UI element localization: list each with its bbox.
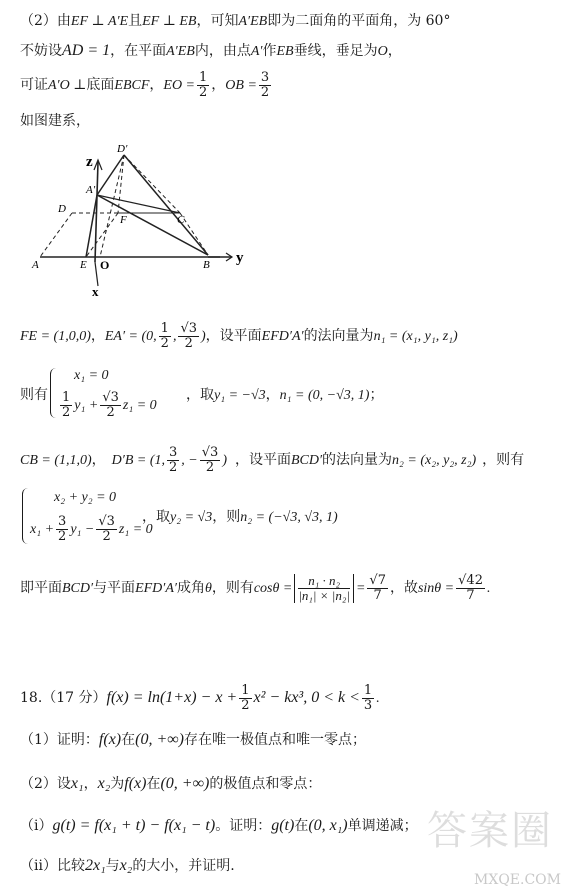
math-fragment: x₁ bbox=[70, 775, 84, 792]
math-fragment: x₂ + y₂ = 0 bbox=[54, 490, 117, 505]
math-fragment: sinθ = bbox=[417, 581, 455, 596]
text-fragment: ， bbox=[387, 43, 402, 59]
text-fragment: ， bbox=[211, 77, 226, 93]
text-fragment: 。证明： bbox=[215, 818, 272, 834]
text-fragment: 即平面 bbox=[20, 580, 62, 596]
numerator: 1 bbox=[199, 69, 208, 85]
text-fragment: 不妨设 bbox=[20, 43, 62, 59]
text-fragment: 可证 bbox=[20, 77, 48, 93]
numerator: 1 bbox=[160, 320, 169, 336]
math-fragment: x² − kx³, 0 < k < bbox=[253, 689, 360, 706]
label-D: D bbox=[58, 203, 66, 215]
math-fragment: EF ⊥ A′E bbox=[70, 14, 129, 29]
numerator: √3 bbox=[102, 389, 119, 405]
text-fragment: （ⅱ）比较 bbox=[20, 858, 85, 874]
text-fragment: 在 bbox=[146, 776, 161, 792]
label-C: C bbox=[177, 214, 185, 226]
denominator: 2 bbox=[169, 459, 178, 475]
fraction bbox=[200, 446, 221, 475]
math-fragment: CB = (1,1,0) bbox=[20, 453, 92, 468]
math-fragment: D′B = (1, bbox=[111, 453, 166, 468]
watermark-logo: 答案圈 bbox=[427, 808, 553, 854]
text-fragment: ， bbox=[90, 328, 105, 344]
denominator: 2 bbox=[260, 84, 270, 100]
denominator: 2 bbox=[199, 84, 208, 100]
x-axis bbox=[95, 262, 98, 286]
denominator: 2 bbox=[160, 335, 169, 351]
text-fragment: ； bbox=[369, 387, 384, 403]
text-fragment: （ⅰ） bbox=[20, 818, 53, 834]
math-fragment: A′ bbox=[250, 44, 263, 59]
q18-part-1 bbox=[20, 730, 561, 750]
fraction bbox=[96, 515, 117, 544]
fraction bbox=[56, 515, 68, 544]
math-fragment: x₂ bbox=[97, 775, 111, 792]
text-fragment: 为 bbox=[110, 776, 125, 792]
math-fragment: f(x) = ln(1+x) − x + bbox=[106, 689, 238, 706]
text-fragment: ，则有 bbox=[211, 580, 254, 596]
text-fragment: ，则 bbox=[212, 509, 241, 525]
denominator: |n₁| × |n₂| bbox=[298, 587, 350, 603]
text-fragment: ，在平面 bbox=[110, 43, 167, 59]
numerator: 1 bbox=[62, 389, 71, 405]
math-fragment: y₁ + bbox=[74, 398, 99, 413]
math-fragment: z₁ = 0 bbox=[122, 398, 157, 413]
fraction bbox=[239, 684, 251, 713]
denominator: 2 bbox=[62, 404, 71, 420]
math-fragment: n₁ = (x₁, y₁, z₁) bbox=[373, 329, 458, 344]
text-fragment: 单调递减； bbox=[347, 818, 418, 834]
text-fragment: 的法向量为 bbox=[322, 452, 393, 468]
math-fragment: y₂ = √3 bbox=[170, 510, 213, 525]
numerator: √3 bbox=[180, 320, 197, 336]
text-line-2 bbox=[20, 42, 561, 61]
math-fragment: EBCF bbox=[114, 78, 150, 93]
fraction bbox=[259, 71, 271, 100]
text-line-1 bbox=[20, 12, 561, 31]
fraction bbox=[197, 71, 209, 100]
system-1-brace bbox=[50, 368, 57, 418]
math-fragment: EO = bbox=[163, 78, 195, 93]
denominator: 2 bbox=[58, 528, 67, 544]
text-fragment: （2）设 bbox=[20, 776, 71, 792]
label-F: F bbox=[120, 214, 127, 226]
text-fragment: ，取 bbox=[186, 387, 214, 403]
math-fragment: = bbox=[355, 581, 366, 596]
math-fragment: (0, +∞) bbox=[160, 775, 210, 792]
math-fragment: BCD′ bbox=[62, 581, 94, 596]
math-fragment: n₂ = (−√3, √3, 1) bbox=[240, 510, 338, 525]
math-fragment: n₁ = (0, −√3, 1) bbox=[279, 388, 370, 403]
text-fragment: 如图建系， bbox=[20, 113, 90, 129]
edge-Dprime-B bbox=[124, 155, 208, 255]
text-fragment: 内，由点 bbox=[194, 43, 251, 59]
text-line-3 bbox=[20, 68, 561, 103]
numerator: n₁ · n₂ bbox=[298, 574, 350, 589]
label-B: B bbox=[203, 259, 210, 271]
math-fragment: EB bbox=[276, 44, 294, 59]
system-1-result bbox=[186, 386, 561, 405]
math-fragment: EFD′A′ bbox=[261, 329, 304, 344]
text-fragment: 垂线，垂足为 bbox=[293, 43, 378, 59]
fraction bbox=[159, 322, 171, 351]
denominator: 7 bbox=[466, 587, 475, 603]
math-fragment: x₂ bbox=[119, 857, 133, 874]
label-O: O bbox=[100, 258, 110, 272]
math-fragment: (0, +∞) bbox=[135, 731, 184, 748]
math-fragment: FE = (1,0,0) bbox=[20, 329, 91, 344]
math-fragment: . bbox=[376, 691, 380, 706]
math-fragment: , bbox=[172, 329, 177, 344]
system-2-eq1 bbox=[54, 488, 561, 507]
fraction-abs bbox=[294, 574, 354, 603]
edge-Dprime-O bbox=[100, 155, 124, 257]
label-y: y bbox=[236, 250, 244, 266]
text-fragment: ，故 bbox=[389, 580, 418, 596]
numerator: 1 bbox=[363, 682, 373, 698]
geometry-figure bbox=[20, 140, 260, 300]
math-fragment: y₁ − bbox=[70, 522, 95, 537]
text-fragment: ，可知 bbox=[196, 13, 239, 29]
label-D-prime: D′ bbox=[117, 143, 128, 155]
text-fragment: 的极值点和零点： bbox=[209, 776, 322, 792]
numerator: √3 bbox=[201, 444, 219, 460]
denominator: 2 bbox=[184, 335, 193, 351]
denominator: 2 bbox=[106, 404, 115, 420]
fraction bbox=[167, 446, 179, 475]
math-fragment: O bbox=[377, 44, 388, 59]
numerator: √3 bbox=[98, 513, 115, 529]
text-fragment: 在 bbox=[121, 732, 136, 748]
numerator: 3 bbox=[169, 444, 178, 460]
math-fragment: ) bbox=[201, 329, 206, 344]
text-fragment: 底面 bbox=[86, 77, 115, 93]
question-number: 18.（17 分） bbox=[20, 690, 107, 706]
text-fragment: ，设平面 bbox=[205, 328, 262, 344]
text-fragment: ， bbox=[83, 776, 98, 792]
math-fragment: AD = 1 bbox=[62, 42, 111, 59]
math-fragment: EF ⊥ EB bbox=[142, 14, 197, 29]
text-fragment: 成角 bbox=[176, 580, 205, 596]
numerator: 3 bbox=[260, 69, 270, 85]
label-A-prime: A′ bbox=[86, 184, 96, 196]
math-fragment: z₁ = 0 bbox=[118, 522, 153, 537]
text-fragment: 与平面 bbox=[93, 580, 136, 596]
math-fragment: f(x) bbox=[98, 731, 122, 748]
fraction bbox=[100, 391, 121, 420]
edge-D-A bbox=[40, 213, 72, 257]
math-fragment: θ bbox=[204, 581, 212, 596]
text-fragment: ， bbox=[265, 387, 280, 403]
math-fragment: OB = bbox=[225, 78, 257, 93]
text-fragment: ， bbox=[91, 452, 106, 468]
denominator: 7 bbox=[373, 587, 382, 603]
math-fragment: EFD′A′ bbox=[135, 581, 177, 596]
text-fragment: 在 bbox=[294, 818, 309, 834]
text-fragment: ， bbox=[149, 77, 164, 93]
text-fragment: 即为二面角的平面角，为 60° bbox=[267, 13, 451, 29]
text-line-4 bbox=[20, 112, 561, 130]
text-fragment: 作 bbox=[262, 43, 277, 59]
math-fragment: , − bbox=[181, 453, 198, 468]
numerator: √42 bbox=[458, 572, 483, 588]
text-fragment: 且 bbox=[128, 13, 143, 29]
edge-F-E bbox=[86, 213, 118, 257]
watermark-url: MXQE.COM bbox=[474, 872, 561, 888]
fraction bbox=[178, 322, 199, 351]
text-fragment: 与 bbox=[105, 858, 120, 874]
angle-line bbox=[20, 566, 561, 611]
text-fragment: （1）证明： bbox=[20, 732, 99, 748]
denominator: 2 bbox=[102, 528, 111, 544]
numerator: 1 bbox=[241, 682, 250, 698]
math-fragment: A′EB bbox=[166, 44, 195, 59]
system-2-brace bbox=[22, 488, 29, 544]
edge-Dprime-C bbox=[124, 155, 180, 213]
text-fragment: 的法向量为 bbox=[303, 328, 374, 344]
q18-part-2 bbox=[20, 774, 561, 794]
fraction bbox=[362, 684, 374, 713]
text-fragment: （2）由 bbox=[20, 13, 71, 29]
text-fragment: ，则有 bbox=[482, 452, 525, 468]
math-fragment: f(x) bbox=[124, 775, 147, 792]
math-fragment: . bbox=[486, 581, 491, 596]
vector-line-1 bbox=[20, 318, 561, 355]
text-fragment: ，设平面 bbox=[234, 452, 291, 468]
math-fragment: n₂ = (x₂, y₂, z₂) bbox=[392, 453, 477, 468]
q18-header bbox=[20, 680, 561, 717]
math-fragment: g(t) = f(x₁ + t) − f(x₁ − t) bbox=[52, 817, 216, 834]
system-1-eq1 bbox=[74, 366, 561, 385]
edge-Aprime-Dprime bbox=[97, 155, 124, 195]
math-fragment: BCD′ bbox=[290, 453, 323, 468]
vector-line-2 bbox=[20, 442, 561, 479]
text-fragment: 则有 bbox=[20, 387, 48, 403]
label-E: E bbox=[80, 259, 87, 271]
math-fragment: y₁ = −√3 bbox=[214, 388, 266, 403]
math-fragment: x₁ + bbox=[30, 522, 55, 537]
numerator: √7 bbox=[369, 572, 386, 588]
system-2-result bbox=[142, 508, 561, 527]
math-fragment: g(t) bbox=[271, 817, 295, 834]
math-fragment: x₁ = 0 bbox=[74, 368, 109, 383]
math-fragment: ) bbox=[222, 453, 227, 468]
fraction bbox=[60, 391, 72, 420]
edge-Aprime-C bbox=[97, 195, 180, 213]
denominator: 3 bbox=[363, 697, 373, 713]
math-fragment: A′O ⊥ bbox=[48, 78, 87, 93]
text-fragment: ，取 bbox=[142, 509, 170, 525]
edge-Aprime-B bbox=[97, 195, 208, 255]
fraction bbox=[456, 574, 485, 603]
math-fragment: (0, x₁) bbox=[308, 817, 348, 834]
fraction bbox=[367, 574, 388, 603]
text-fragment: 的大小，并证明. bbox=[132, 858, 235, 874]
denominator: 2 bbox=[205, 459, 215, 475]
math-fragment: A′EB bbox=[238, 14, 268, 29]
math-fragment: 2x₁ bbox=[84, 857, 106, 874]
math-fragment: cosθ = bbox=[253, 581, 293, 596]
text-fragment: 存在唯一极值点和唯一零点； bbox=[183, 732, 366, 748]
label-z: z bbox=[86, 154, 93, 170]
numerator: 3 bbox=[58, 513, 67, 529]
label-A: A bbox=[32, 259, 39, 271]
label-x: x bbox=[92, 284, 99, 299]
math-fragment: EA′ = (0, bbox=[104, 329, 157, 344]
z-axis bbox=[95, 162, 98, 262]
denominator: 2 bbox=[241, 697, 250, 713]
